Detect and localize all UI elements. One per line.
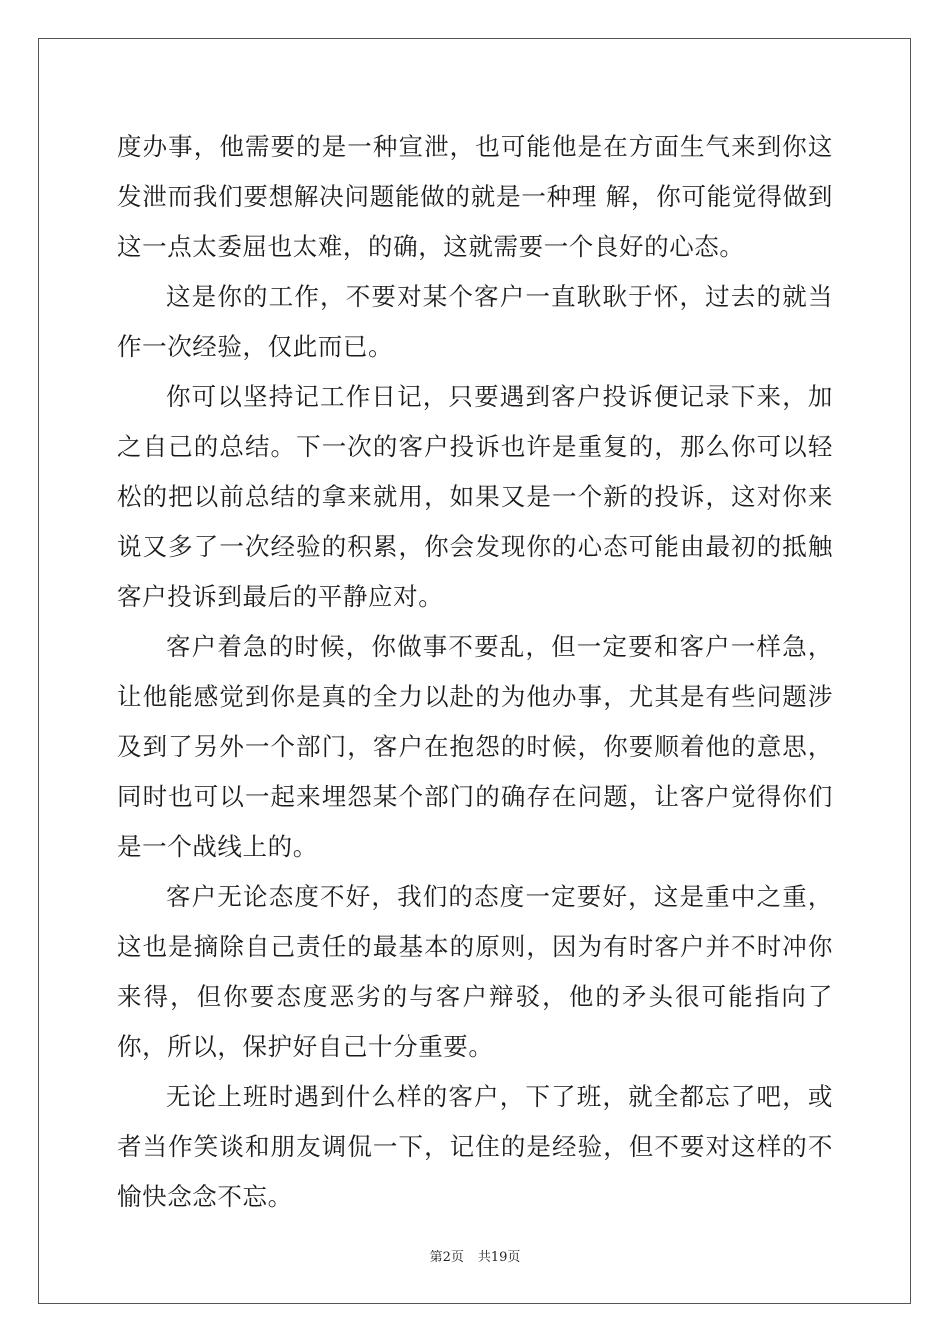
page-footer [0,1249,950,1267]
paragraph-3: 你可以坚持记工作日记，只要遇到客户投诉便记录下来，加之自己的总结。下一次的客户投诉也许是重复的，那么你可以轻松的把以前总结的拿来就用，如果又是一个新的投诉，这对你来说又多了一次经验的积累，你会发现你的心态可能由最初的抵触客户投诉到最后的平静应对。 [117,382,833,611]
paragraph-6: 无论上班时遇到什么样的客户，下了班，就全都忘了吧，或者当作笑谈和朋友调侃一下，记住的是经验，但不要对这样的不愉快念念不忘。 [117,1082,833,1211]
paragraph-4: 客户着急的时候，你做事不要乱，但一定要和客户一样急，让他能感觉到你是真的全力以赴的为他办事，尤其是有些问题涉及到了另外一个部门，客户在抱怨的时候，你要顺着他的意思，同时也可以一起来埋怨某个部门的确存在问题，让客户觉得你们是一个战线上的。 [117,632,833,861]
paragraph-2: 这是你的工作，不要对某个客户一直耿耿于怀，过去的就当作一次经验，仅此而已。 [117,282,833,361]
paragraph-5: 客户无论态度不好，我们的态度一定要好，这是重中之重，这也是摘除自己责任的最基本的原则，因为有时客户并不时冲你来得，但你要态度恶劣的与客户辩驳，他的矛头很可能指向了你，所以，保护好自己十分重要。 [117,882,833,1061]
current-page-label: 第2页 [429,1250,464,1265]
paragraph-1: 度办事，他需要的是一种宣泄，也可能他是在方面生气来到你这发泄而我们要想解决问题能做的就是一种理 解，你可能觉得做到这一点太委屈也太难，的确，这就需要一个良好的心态。 [117,132,833,261]
total-pages-label: 共19页 [477,1250,521,1265]
document-body [117,122,833,1211]
